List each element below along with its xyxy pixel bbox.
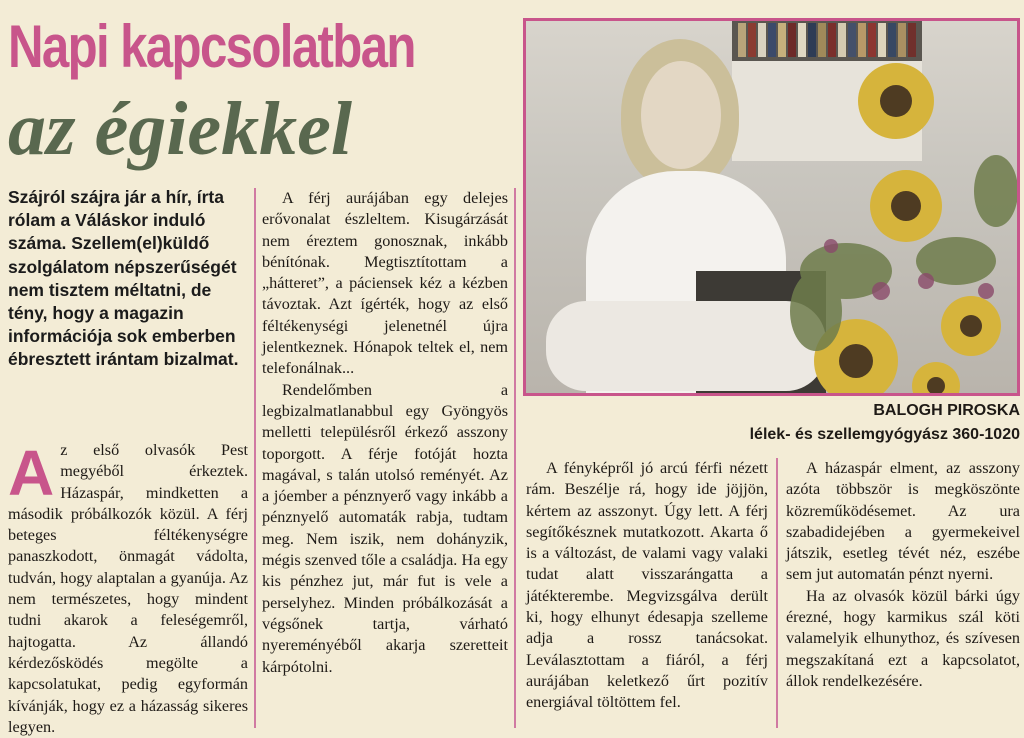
headline-line-1: Napi kapcsolatban xyxy=(8,13,415,80)
lead-paragraph: Szájról szájra jár a hír, írta rólam a Váláskor induló száma. Szellem(el)küldő szolgálatom népszerűségét nem tisztem méltatni, de tény, hogy a magazin információja sok emberben ébresztett irántam bizalmat. xyxy=(8,187,239,370)
drop-cap: A xyxy=(8,437,55,509)
column-divider xyxy=(254,188,256,728)
article-column-1 xyxy=(8,437,248,738)
column-2-paragraph-2: Rendelőmben a legbizalmatlanabbul egy Gyöngyös melletti településről érkező asszony toporgott. A férje fotóját hozta magával, s talán utolsó reményét. Az a jóember a pénznyerő vagy inkább a pénznyelő automaták rabja, tudtam meg. Nem iszik, nem dohányzik, mégis szenved tőle a családja. Ha egy kis pénzhez jut, már fut is vele a perselyhez. Minden próbálkozását a végsőnek tartja, várható nyereményéből akarja szeretteit kárpótolni. xyxy=(262,380,508,676)
column-1-text: z első olvasók Pest megyéből érkeztek. Házaspár, mindketten a második próbálkozók közül. A férj beteges féltékenységre panaszkodott, önmagát vádolta, tudván, hogy alaptalan a gyanúja. Az nem természetes, hogy mindent tudni akarok a feleségemről, hajtogatta. Az állandó kérdezősködés megölte a kapcsolatukat, pedig egyformán kívánják, hogy ez a házasság sikeres legyen. xyxy=(8,441,248,736)
article-column-2 xyxy=(262,188,508,678)
article-column-4 xyxy=(786,458,1020,692)
photo-caption-name: BALOGH PIROSKA xyxy=(873,402,1020,419)
woman-face xyxy=(641,61,721,169)
column-4-paragraph-1: A házaspár elment, az asszony azóta többször is megköszönte közreműködésemet. Az ura szabadidejében a gyermekeivel játszik, esetleg tévét néz, eszébe sem jut automatán pénzt nyerni. xyxy=(786,459,1020,584)
column-divider xyxy=(514,188,516,728)
portrait-photo xyxy=(523,18,1020,396)
column-3-paragraph-1: A fényképről jó arcú férfi nézett rám. Beszélje rá, hogy ide jöjjön, kértem az asszonyt. Úgy lett. A férj segítőkésznek mutatkozott. Akarta ő is a változást, de valami vagy valaki tudat alatt visszarángatta a játékterembe. Megvizsgálva derült ki, hogy elhunyt édesapja szelleme adja a rossz tanácsokat. Leválasztottam a fiáról, a férj aurájában keletkező űrt pozitív energiával töltöttem fel. xyxy=(526,459,768,712)
headline-line-2: az égiekkel xyxy=(8,87,353,171)
column-2-paragraph-1: A férj aurájában egy delejes erővonalat észleltem. Kisugárzását nem éreztem gonosznak, inkább bénítónak. Megtisztítottam a „hátteret”, a páciensek kéz a kézben távoztak. Azt ígérték, hogy az első féltékenységi jelenetnél újra jelentkeznek. Hónapok teltek el, nem telefonálnak... xyxy=(262,189,508,378)
sunflower-bouquet xyxy=(786,41,1017,393)
column-divider xyxy=(776,458,778,728)
woman-arms xyxy=(546,301,826,391)
photo-caption-title: lélek- és szellemgyógyász 360-1020 xyxy=(749,426,1020,443)
column-4-paragraph-2: Ha az olvasók közül bárki úgy érezné, hogy karmikus szál köti valamelyik elhunythoz, és szívesen megszakítaná ezt a kapcsolatot, állok rendelkezésére. xyxy=(786,586,1020,690)
article-column-3 xyxy=(526,458,768,714)
